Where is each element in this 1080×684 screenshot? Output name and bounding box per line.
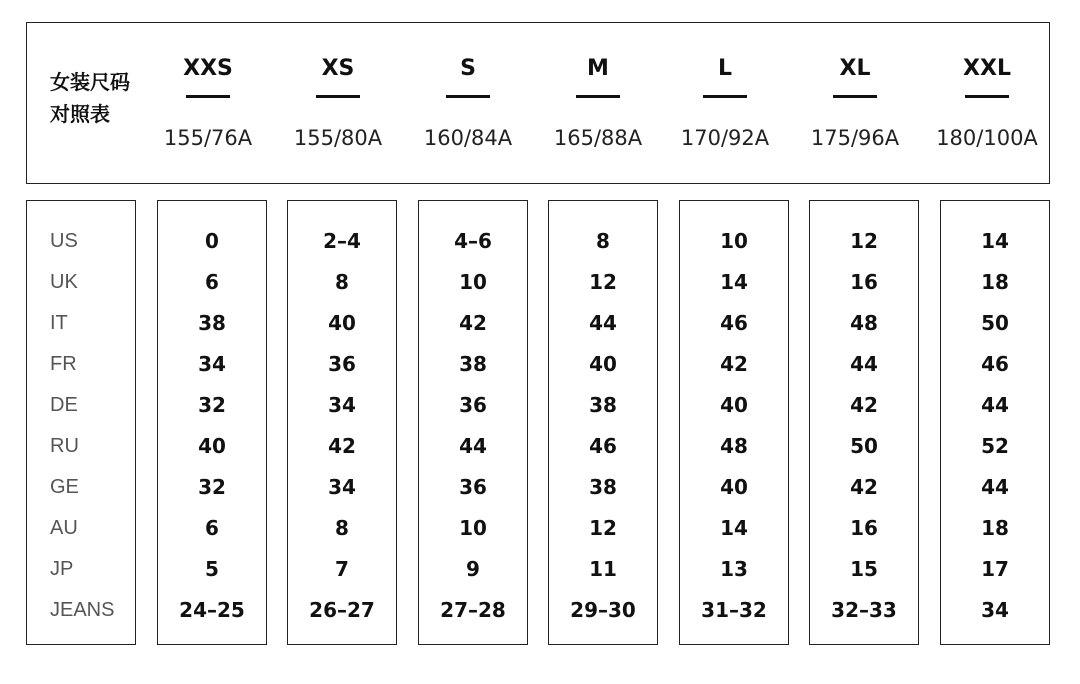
size-value-cell: 42 [459, 311, 487, 335]
size-value-cell: 12 [589, 270, 617, 294]
size-value-cell: 4–6 [454, 229, 492, 253]
size-value-cell: 7 [335, 557, 349, 581]
size-value-cell: 52 [981, 434, 1009, 458]
size-value-cell: 40 [720, 475, 748, 499]
size-value-cell: 8 [335, 270, 349, 294]
size-value-cell: 34 [328, 475, 356, 499]
size-underline [703, 95, 747, 98]
size-height-label: 175/96A [810, 126, 900, 150]
size-height-label: 165/88A [553, 126, 643, 150]
size-height-label: 180/100A [936, 126, 1038, 150]
size-value-cell: 16 [850, 516, 878, 540]
size-value-cell: 31–32 [701, 598, 767, 622]
size-code: XXL [963, 56, 1011, 81]
size-value-cell: 12 [589, 516, 617, 540]
size-value-cell: 42 [850, 475, 878, 499]
size-value-cell: 38 [198, 311, 226, 335]
size-value-cell: 16 [850, 270, 878, 294]
size-value-cell: 5 [205, 557, 219, 581]
size-code: S [460, 56, 476, 81]
size-value-cell: 44 [459, 434, 487, 458]
size-value-cell: 38 [459, 352, 487, 376]
size-value-cell: 36 [328, 352, 356, 376]
size-value-cell: 42 [328, 434, 356, 458]
size-height-label: 170/92A [680, 126, 770, 150]
size-underline [316, 95, 360, 98]
region-label-uk: UK [50, 271, 78, 293]
region-label-jp: JP [50, 558, 74, 580]
size-underline [186, 95, 230, 98]
size-code: L [717, 56, 733, 81]
size-underline [965, 95, 1009, 98]
size-value-cell: 46 [589, 434, 617, 458]
size-value-cell: 14 [720, 270, 748, 294]
region-label-au: AU [50, 517, 78, 539]
size-value-cell: 13 [720, 557, 748, 581]
size-header-box [26, 22, 1050, 184]
size-value-cell: 9 [466, 557, 480, 581]
size-value-cell: 24–25 [179, 598, 245, 622]
size-underline [833, 95, 877, 98]
size-value-cell: 2–4 [323, 229, 361, 253]
size-value-cell: 6 [205, 516, 219, 540]
size-value-cell: 46 [720, 311, 748, 335]
size-value-cell: 18 [981, 516, 1009, 540]
size-code: XL [839, 56, 871, 81]
size-value-cell: 10 [459, 270, 487, 294]
size-value-cell: 34 [198, 352, 226, 376]
size-value-cell: 42 [720, 352, 748, 376]
size-value-cell: 44 [589, 311, 617, 335]
size-value-cell: 32 [198, 475, 226, 499]
size-code: M [587, 56, 609, 81]
size-value-cell: 27–28 [440, 598, 506, 622]
size-value-cell: 44 [981, 393, 1009, 417]
size-underline [446, 95, 490, 98]
size-value-cell: 42 [850, 393, 878, 417]
size-height-label: 155/80A [293, 126, 383, 150]
size-value-cell: 32 [198, 393, 226, 417]
size-value-cell: 50 [981, 311, 1009, 335]
size-value-cell: 8 [596, 229, 610, 253]
size-value-cell: 17 [981, 557, 1009, 581]
size-value-cell: 46 [981, 352, 1009, 376]
size-underline [576, 95, 620, 98]
region-label-de: DE [50, 394, 78, 416]
size-height-label: 160/84A [423, 126, 513, 150]
title-line-2: 对照表 [50, 102, 110, 126]
size-value-cell: 48 [720, 434, 748, 458]
size-value-cell: 44 [981, 475, 1009, 499]
region-column-box [26, 200, 136, 645]
size-value-cell: 15 [850, 557, 878, 581]
size-value-cell: 36 [459, 393, 487, 417]
size-value-cell: 10 [459, 516, 487, 540]
size-value-cell: 12 [850, 229, 878, 253]
size-value-cell: 44 [850, 352, 878, 376]
size-value-cell: 26–27 [309, 598, 375, 622]
size-code: XXS [183, 56, 233, 81]
chart-title [50, 66, 150, 130]
region-label-ge: GE [50, 476, 79, 498]
size-value-cell: 8 [335, 516, 349, 540]
size-value-cell: 38 [589, 475, 617, 499]
size-height-label: 155/76A [163, 126, 253, 150]
size-value-cell: 14 [720, 516, 748, 540]
size-value-cell: 18 [981, 270, 1009, 294]
title-line-1: 女装尺码 [50, 70, 130, 94]
size-value-cell: 34 [981, 598, 1009, 622]
size-value-cell: 50 [850, 434, 878, 458]
size-value-cell: 6 [205, 270, 219, 294]
size-value-cell: 29–30 [570, 598, 636, 622]
size-value-cell: 40 [589, 352, 617, 376]
size-value-cell: 48 [850, 311, 878, 335]
region-label-us: US [50, 230, 78, 252]
size-value-cell: 10 [720, 229, 748, 253]
size-value-cell: 40 [720, 393, 748, 417]
region-label-ru: RU [50, 435, 79, 457]
size-value-cell: 32–33 [831, 598, 897, 622]
region-label-jeans: JEANS [50, 599, 115, 621]
region-label-fr: FR [50, 353, 77, 375]
region-label-it: IT [50, 312, 68, 334]
size-value-cell: 0 [205, 229, 219, 253]
size-value-cell: 14 [981, 229, 1009, 253]
size-value-cell: 34 [328, 393, 356, 417]
size-code: XS [321, 56, 355, 81]
size-value-cell: 40 [328, 311, 356, 335]
size-value-cell: 38 [589, 393, 617, 417]
size-value-cell: 36 [459, 475, 487, 499]
size-value-cell: 40 [198, 434, 226, 458]
size-value-cell: 11 [589, 557, 617, 581]
